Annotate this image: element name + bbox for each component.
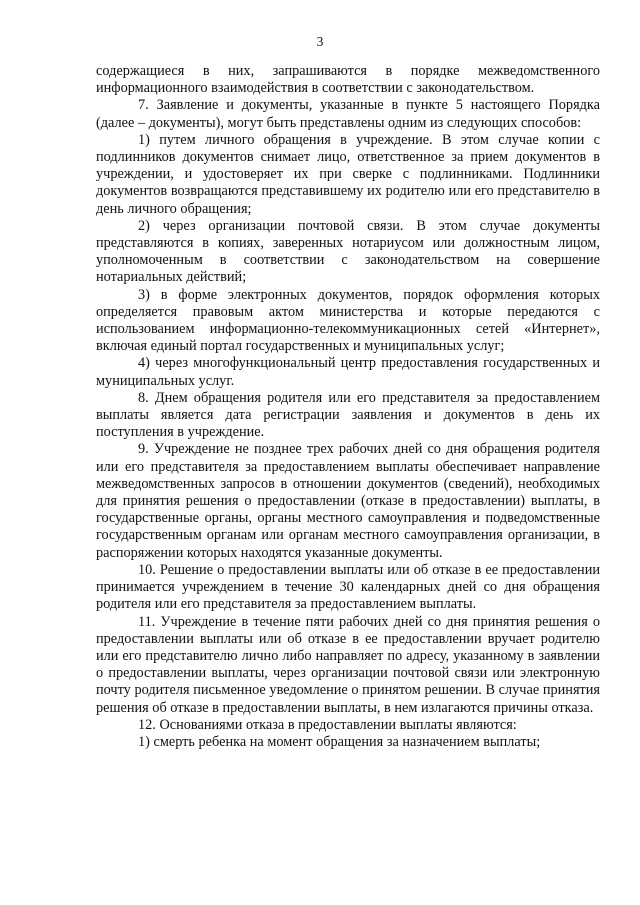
paragraph-10: 10. Решение о предоставлении выплаты или об отказе в ее предоставлении принимается учреждением в течение 30 календарных дней со дня обращения родителя или его представителя за предоставлением выплаты. xyxy=(96,561,600,613)
paragraph-7-item-3: 3) в форме электронных документов, порядок оформления которых определяется правовым актом министерства и которые передаются с использованием информационно-телекоммуникационных сетей «Интернет», включая единый портал государственных и муниципальных услуг; xyxy=(96,286,600,355)
paragraph-12: 12. Основаниями отказа в предоставлении выплаты являются: xyxy=(138,716,517,733)
paragraph-7-item-1: 1) путем личного обращения в учреждение. В этом случае копии с подлинников документов снимает лицо, ответственное за прием документов в учреждении, и удостоверяет их при сверке с подлинниками. Подлинники документов возвращаются представившему их родителю или его представителю в день личного обращения; xyxy=(96,131,600,217)
paragraph-continuation: содержащиеся в них, запрашиваются в порядке межведомственного информационного взаимодействия в соответствии с законодательством. xyxy=(96,63,600,97)
paragraph-7: 7. Заявление и документы, указанные в пункте 5 настоящего Порядка (далее – документы), могут быть представлены одним из следующих способов: xyxy=(96,97,600,131)
paragraph-11: 11. Учреждение в течение пяти рабочих дней со дня принятия решения о предоставлении выплаты или об отказе в ее предоставлении вручает родителю или его представителю лично либо направляет по адресу, указанному в заявлении о предоставлении выплаты, через организации почтовой связи или электронную почту родителя письменное уведомление о принятом решении. В случае принятия решения об отказе в предоставлении выплаты, в нем излагаются причины отказа. xyxy=(96,613,600,716)
paragraph-8: 8. Днем обращения родителя или его представителя за предоставлением выплаты является дата регистрации заявления и документов в день их поступления в учреждение. xyxy=(96,389,600,441)
page-number: 3 xyxy=(316,34,324,49)
paragraph-9: 9. Учреждение не позднее трех рабочих дней со дня обращения родителя или его представителя за предоставлением выплаты обеспечивает направление межведомственных запросов в отношении документов (сведений), необходимых для принятия решения о предоставлении (отказе в предоставлении) выплаты, в государственные органы, органы местного самоуправления и подведомственные государственным органам или органам местного самоуправления организации, в распоряжении которых находятся указанные документы. xyxy=(96,441,600,561)
document-body xyxy=(96,63,600,751)
paragraph-12-item-1: 1) смерть ребенка на момент обращения за назначением выплаты; xyxy=(138,733,541,750)
paragraph-7-item-2: 2) через организации почтовой связи. В этом случае документы представляются в копиях, заверенных нотариусом или должностным лицом, уполномоченным в соответствии с законодательством на совершение нотариальных действий; xyxy=(96,217,600,286)
paragraph-7-item-4: 4) через многофункциональный центр предоставления государственных и муниципальных услуг. xyxy=(96,355,600,389)
